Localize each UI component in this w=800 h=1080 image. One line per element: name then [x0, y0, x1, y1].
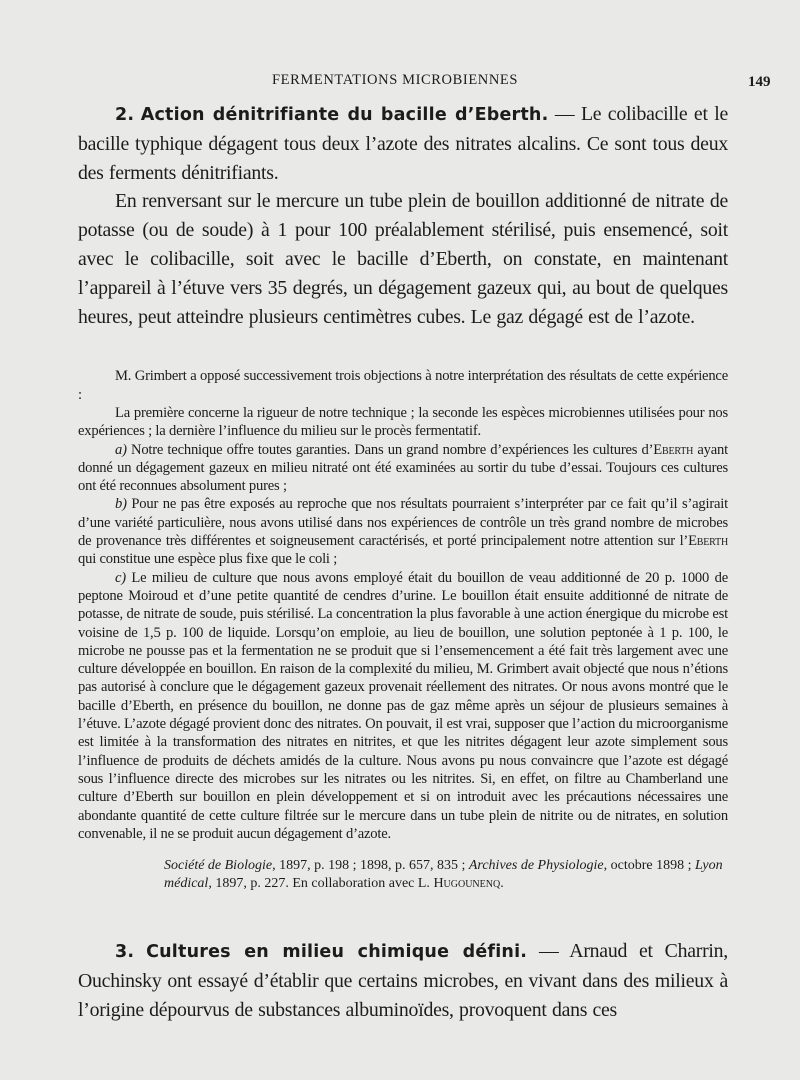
- running-title: FERMENTATIONS MICROBIENNES: [272, 72, 519, 88]
- objection-c-label: c): [115, 569, 126, 586]
- ref-author: Hugounenq: [433, 876, 501, 892]
- note-paragraph-1: M. Grimbert a opposé successivement trois objections à notre interprétation des résultats de cette expérience :: [78, 368, 728, 403]
- section-3-title: Cultures en milieu chimique défini.: [146, 942, 528, 963]
- ref-text-4: .: [500, 876, 504, 892]
- page-header: [0, 72, 800, 92]
- objection-c-text: Le milieu de culture que nous avons employé était du bouillon de veau additionné de 20 p. 1000 de peptone Moiroud et d’une petite quantité de cendres d’urine. Le bouillon était ensuite additionné de nitrate de potasse, de nitrate de soude, puis stérilisé. La concentration la plus favorable à une action énergique du microbe est voisine de 1,5 p. 100 de liquide. Lorsqu’on emploie, au lieu de bouillon, une solution peptonée à 1 p. 100, le microbe ne pousse pas et la fermentation ne se produit que si l’ensemencement a été fait très largement avec une culture développée en bouillon. En raison de la complexité du milieu, M. Grimbert avait objecté que nous n’étions pas autorisé à conclure que le dégagement gazeux provenait réellement des nitrates. Or nous avons montré que le bacille d’Eberth, en présence du bouillon, ne donne pas de gaz même après un séjour de plusieurs semaines à l’étuve. L’azote dégagé provient donc des nitrates. On pouvait, il est vrai, supposer que l’action du microorganisme est limitée à la transformation des nitrates en nitrites, et que les nitrites dégagent leur azote simplement sous l’influence de produits de déchets amidés de la culture. Nous avons pu nous convaincre que l’azote est dégagé sous l’influence directe des microbes sur les nitrates ou les nitrites. Si, en effet, on filtre au Chamberland une culture d’Eberth sur bouillon en plein développement et si on introduit avec les précautions nécessaires une abondante quantité de cette culture filtrée sur le mercure dans un tube plein de nitrite ou de nitrates, en solution convenable, il ne se produit aucun dégagement d’azote.: [78, 569, 728, 842]
- note-objection-a: [78, 441, 728, 496]
- section-2-intro: [78, 100, 728, 187]
- references: [78, 857, 728, 893]
- ref-text-3: , 1897, p. 227. En collaboration avec L.: [208, 876, 434, 892]
- objection-a-label: a): [115, 441, 127, 458]
- ref-journal-2: Archives de Physiologie: [468, 858, 604, 874]
- objection-b-text-1: Pour ne pas être exposés au reproche que nos résultats pourraient s’interpréter par ce fait qu’il s’agirait d’une variété particulière, nous avons utilisé dans nos expériences de contrôle un très grand nombre de microbes de provenance très différentes et soigneusement caractérisés, et porté principalement notre attention sur l’: [78, 496, 728, 550]
- note-block: [78, 367, 728, 893]
- objection-a-text-2: ayant donné un dégagement gazeux en milieu nitraté ont été examinées au sortir du tube d’essai. Toujours ces cultures ont été reconnues absolument pures ;: [78, 441, 728, 495]
- objection-a-text-1: Notre technique offre toutes garanties. Dans un grand nombre d’expériences les cultures d’: [126, 441, 654, 458]
- page-content: [78, 100, 728, 1024]
- page-number: 149: [748, 74, 771, 90]
- note-objection-b: [78, 495, 728, 568]
- eberth-smallcaps-2: Eberth: [688, 533, 728, 550]
- section-3-text: — Arnaud et Charrin, Ouchinsky ont essayé d’établir que certains microbes, en vivant dans des milieux à l’origine dépourvus de substances albuminoïdes, provoquent dans ces: [78, 940, 729, 1021]
- section-2-title: Action dénitrifiante du bacille d’Eberth.: [140, 105, 549, 125]
- section-3-intro: [78, 937, 728, 1024]
- section-2-intro-text: — Le colibacille et le bacille typhique dégagent tous deux l’azote des nitrates alcalins. Ce sont tous deux des ferments dénitrifiants.: [78, 103, 728, 184]
- objection-b-label: b): [115, 496, 127, 513]
- section-2-paragraph: En renversant sur le mercure un tube plein de bouillon additionné de nitrate de potasse (ou de soude) à 1 pour 100 préalablement stérilisé, puis ensemencé, soit avec le colibacille, soit avec le bacille d’Eberth, on constate, en maintenant l’appareil à l’étuve vers 35 degrés, un dégagement gazeux qui, au bout de quelques heures, peut atteindre plusieurs centimètres cubes. Le gaz dégagé est de l’azote.: [78, 190, 728, 328]
- objection-b-text-2: qui constitue une espèce plus fixe que le coli ;: [78, 551, 338, 568]
- eberth-smallcaps-1: Eberth: [653, 441, 694, 458]
- section-2-number: 2.: [115, 105, 135, 125]
- section-3-number: 3.: [115, 942, 135, 963]
- ref-journal-1: Société de Biologie: [164, 858, 273, 874]
- ref-journal-3: Lyon médical: [164, 858, 723, 892]
- ref-text-2: , octobre 1898 ;: [603, 858, 696, 874]
- note-paragraph-2: La première concerne la rigueur de notre technique ; la seconde les espèces microbiennes utilisées pour nos expériences ; la dernière l’influence du milieu sur le procès fermentatif.: [78, 404, 728, 440]
- note-objection-c: [78, 569, 728, 843]
- ref-text-1: , 1897, p. 198 ; 1898, p. 657, 835 ;: [272, 858, 469, 874]
